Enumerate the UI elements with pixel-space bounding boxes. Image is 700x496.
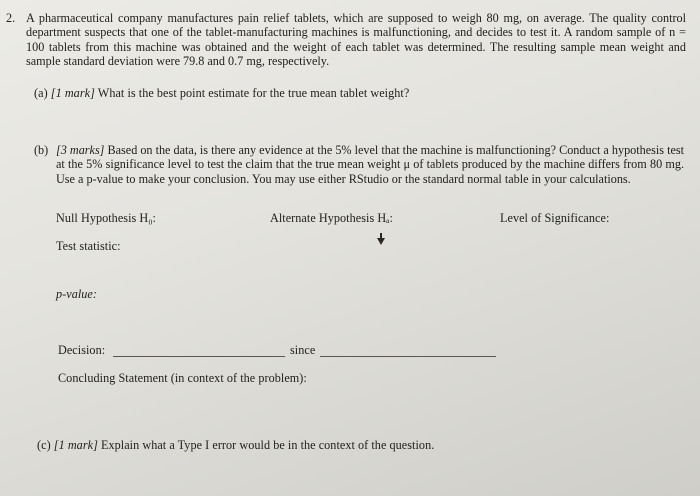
concluding-statement-label: Concluding Statement (in context of the problem):: [58, 371, 307, 385]
since-label: since: [290, 343, 316, 357]
question-2: [6, 11, 686, 69]
reason-blank-line[interactable]: [320, 356, 496, 357]
question-intro-text: A pharmaceutical company manufactures pain relief tablets, which are supposed to weigh 80 mg, on average. The quality control department suspects that one of the tablet-manufacturing machines is malfunctioning, and decides to test it. A random sample of n = 100 tablets from this machine was obtained and the weight of each tablet was determined. The resulting sample mean weight and sample standard deviation were 79.8 and 0.7 mg, respectively.: [26, 11, 686, 69]
part-b-label: (b): [34, 143, 49, 157]
part-a: [34, 86, 409, 100]
part-c-label: (c): [37, 438, 51, 452]
part-b-marks: [3 marks]: [56, 143, 105, 157]
part-b: [34, 143, 684, 186]
significance-level-label: Level of Significance:: [500, 211, 610, 225]
part-a-label: (a): [34, 86, 48, 100]
null-hypothesis-label: Null Hypothesis H₀:: [56, 211, 156, 225]
alternate-hypothesis-label: Alternate Hypothesis Hₐ:: [270, 211, 393, 225]
test-statistic-label: Test statistic:: [56, 239, 121, 253]
p-value-label: p-value:: [56, 287, 98, 301]
part-c-text: Explain what a Type I error would be in the context of the question.: [100, 438, 435, 452]
decision-blank-line[interactable]: [113, 356, 285, 357]
part-a-text: What is the best point estimate for the true mean tablet weight?: [97, 86, 410, 100]
cursor-arrow-icon: [376, 232, 386, 246]
decision-label: Decision:: [58, 343, 106, 357]
part-b-body: [56, 143, 684, 186]
part-c: [37, 438, 434, 452]
part-a-marks: [1 mark]: [50, 86, 95, 100]
part-b-text: Based on the data, is there any evidence at the 5% level that the machine is malfunctioning? Conduct a hypothesis test at the 5% significance level to test the claim that the true mean weight μ of tablets produced by the machine differs from 80 mg. Use a p-value to make your conclusion. You may use either RStudio or the standard normal table in your calculations.: [56, 143, 685, 186]
question-number: 2.: [6, 11, 16, 25]
part-c-marks: [1 mark]: [53, 438, 98, 452]
